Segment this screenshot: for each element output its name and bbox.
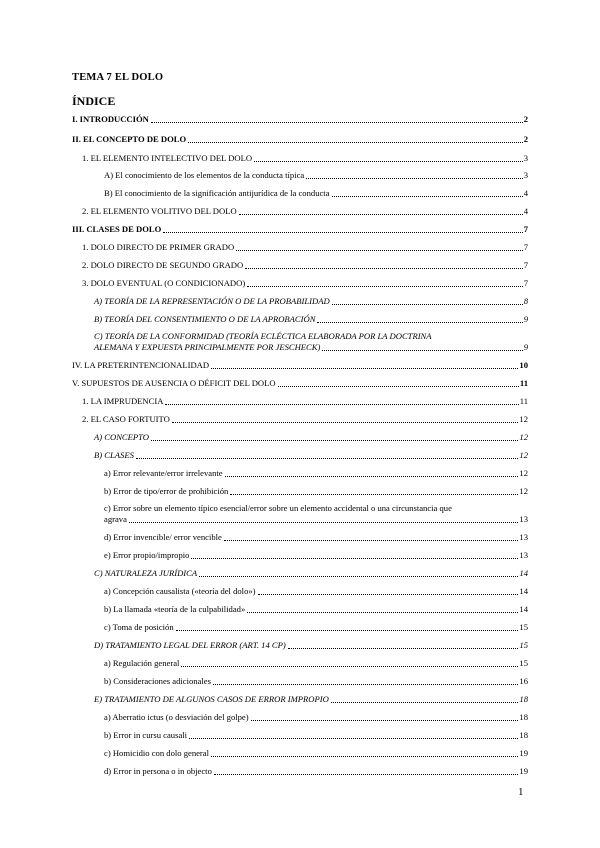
toc-label: 3. DOLO EVENTUAL (O CONDICIONADO) [82, 278, 246, 288]
toc-entry-clases[interactable] [94, 450, 528, 461]
toc-page: 15 [519, 658, 528, 668]
toc-label: d) Error invencible/ error vencible [104, 532, 222, 542]
toc-leader [254, 161, 523, 162]
toc-label: V. SUPUESTOS DE AUSENCIA O DÉFICIT DEL DOLO [72, 378, 276, 388]
toc-leader [230, 494, 518, 495]
toc-page: 13 [519, 532, 528, 542]
toc-leader [247, 612, 518, 613]
toc-label: III. CLASES DE DOLO [72, 224, 162, 234]
toc-label: c) Toma de posición [104, 622, 174, 632]
toc-label: A) TEORÍA DE LA REPRESENTACIÓN O DE LA PROBABILIDAD [94, 296, 330, 306]
toc-leader [213, 684, 518, 685]
toc-line-2 [94, 342, 528, 353]
toc-entry-error-tipo[interactable] [104, 486, 528, 497]
toc-entry-conocimiento-elementos[interactable] [104, 170, 528, 181]
toc-label: 2. DOLO DIRECTO DE SEGUNDO GRADO [82, 260, 244, 270]
toc-label: A) El conocimiento de los elementos de la conducta típica [104, 170, 305, 180]
toc-leader [224, 540, 519, 541]
toc-label: D) TRATAMIENTO LEGAL DEL ERROR (ART. 14 CP) [94, 640, 286, 650]
toc-page: 18 [519, 694, 528, 704]
toc-page: 11 [519, 396, 528, 406]
toc-leader [245, 268, 522, 269]
toc-entry-homicidio-dolo-general[interactable] [104, 748, 528, 759]
toc-label-continued: ALEMANA Y EXPUESTA PRINCIPALMENTE POR JESCHECK) [94, 342, 321, 352]
toc-page: 10 [519, 360, 528, 370]
toc-leader [176, 630, 519, 631]
toc-leader [181, 666, 518, 667]
toc-entry-teoria-consentimiento[interactable] [94, 314, 528, 325]
toc-label: C) NATURALEZA JURÍDICA [94, 568, 198, 578]
toc-leader [278, 386, 519, 387]
toc-entry-conocimiento-significacion[interactable] [104, 188, 528, 199]
toc-page: 11 [519, 378, 528, 388]
toc-entry-dolo-primer-grado[interactable] [82, 242, 528, 253]
toc-page: 12 [519, 486, 528, 496]
toc-page: 7 [523, 260, 528, 270]
toc-label: I. INTRODUCCIÓN [72, 114, 149, 124]
toc-label-continued: agrava [104, 514, 127, 524]
toc-page: 2 [523, 114, 528, 124]
toc-page: 19 [519, 748, 528, 758]
toc-page: 3 [523, 170, 528, 180]
toc-label: a) Concepción causalista («teoría del dolo») [104, 586, 256, 596]
toc-entry-caso-fortuito[interactable] [82, 414, 528, 425]
toc-entry-concepto[interactable] [94, 432, 528, 443]
toc-page: 15 [519, 640, 528, 650]
toc-page: 3 [523, 153, 528, 163]
toc-entry-dolo-segundo-grado[interactable] [82, 260, 528, 271]
toc-entry-error-cursu-causali[interactable] [104, 730, 528, 741]
toc-page: 14 [519, 568, 528, 578]
toc-page: 9 [523, 342, 528, 352]
toc-page: 16 [519, 676, 528, 686]
toc-leader [211, 756, 518, 757]
toc-entry-regulacion-general[interactable] [104, 658, 528, 669]
toc-label: 1. EL ELEMENTO INTELECTIVO DEL DOLO [82, 153, 253, 163]
toc-label: a) Regulación general [104, 658, 180, 668]
toc-entry-error-persona[interactable] [104, 766, 528, 777]
toc-page: 7 [523, 278, 528, 288]
toc-entry-consideraciones-adicionales[interactable] [104, 676, 528, 687]
toc-entry-error-relevante[interactable] [104, 468, 528, 479]
toc-leader [331, 702, 519, 703]
toc-label: 1. DOLO DIRECTO DE PRIMER GRADO [82, 242, 235, 252]
toc-page: 2 [523, 134, 528, 144]
toc-page: 4 [523, 206, 528, 216]
toc-entry-concepcion-causalista[interactable] [104, 586, 528, 597]
toc-label: II. EL CONCEPTO DE DOLO [72, 134, 187, 144]
toc-leader [165, 404, 518, 405]
toc-line-2 [104, 514, 528, 525]
toc-leader [239, 214, 523, 215]
toc-label: b) Error de tipo/error de prohibición [104, 486, 229, 496]
toc-leader [189, 738, 518, 739]
toc-entry-introduccion[interactable] [72, 114, 528, 125]
toc-label: 2. EL ELEMENTO VOLITIVO DEL DOLO [82, 206, 237, 216]
toc-label: E) TRATAMIENTO DE ALGUNOS CASOS DE ERROR IMPROPIO [94, 694, 329, 704]
toc-leader [288, 648, 519, 649]
toc-label: e) Error propio/impropio [104, 550, 190, 560]
toc-entry-teoria-conformidad[interactable] [94, 330, 528, 354]
toc-leader [251, 720, 519, 721]
toc-page: 14 [519, 586, 528, 596]
toc-page: 12 [519, 432, 528, 442]
toc-page: 19 [519, 766, 528, 776]
toc-page: 13 [519, 550, 528, 560]
toc-leader [151, 440, 518, 441]
index-heading: ÍNDICE [72, 94, 116, 108]
toc-entry-elemento-volitivo[interactable] [82, 206, 528, 217]
toc-label: d) Error in persona o in objecto [104, 766, 212, 776]
toc-page: 18 [519, 730, 528, 740]
toc-label: c) Homicidio con dolo general [104, 748, 210, 758]
toc-leader [129, 522, 519, 523]
toc-label: B) TEORÍA DEL CONSENTIMIENTO O DE LA APROBACIÓN [94, 314, 316, 324]
toc-entry-clases-dolo[interactable] [72, 224, 528, 235]
toc-leader [317, 322, 522, 323]
toc-leader [199, 576, 518, 577]
toc-label: b) La llamada «teoría de la culpabilidad» [104, 604, 246, 614]
toc-leader [332, 196, 523, 197]
toc-page: 9 [523, 314, 528, 324]
document-title: TEMA 7 EL DOLO [72, 72, 164, 83]
toc-page: 15 [519, 622, 528, 632]
toc-page: 13 [519, 514, 528, 524]
toc-page: 7 [523, 224, 528, 234]
toc-label: 2. EL CASO FORTUITO [82, 414, 170, 424]
toc-label: b) Error in cursu causali [104, 730, 188, 740]
toc-entry-error-invencible[interactable] [104, 532, 528, 543]
toc-label: 1. LA IMPRUDENCIA [82, 396, 164, 406]
toc-leader [136, 458, 519, 459]
toc-entry-tratamiento-legal[interactable] [94, 640, 528, 651]
toc-page: 7 [523, 242, 528, 252]
toc-leader [322, 350, 522, 351]
toc-entry-preterintencionalidad[interactable] [72, 360, 528, 371]
page-number: 1 [518, 786, 524, 798]
toc-label: a) Error relevante/error irrelevante [104, 468, 223, 478]
toc-label: IV. LA PRETERINTENCIONALIDAD [72, 360, 210, 370]
toc-entry-imprudencia[interactable] [82, 396, 528, 407]
toc-leader [225, 476, 519, 477]
toc-leader [247, 286, 523, 287]
toc-entry-teoria-culpabilidad[interactable] [104, 604, 528, 615]
toc-page: 12 [519, 468, 528, 478]
toc-leader [151, 122, 523, 123]
toc-entry-teoria-representacion[interactable] [94, 296, 528, 307]
toc-entry-naturaleza-juridica[interactable] [94, 568, 528, 579]
toc-label: B) El conocimiento de la significación antijurídica de la conducta [104, 188, 330, 198]
toc-leader [236, 250, 523, 251]
toc-entry-toma-posicion[interactable] [104, 622, 528, 633]
toc-page: 12 [519, 450, 528, 460]
toc-page: 8 [523, 296, 528, 306]
toc-label: B) CLASES [94, 450, 134, 460]
toc-leader [163, 232, 522, 233]
toc-label: c) Error sobre un elemento típico esencial/error sobre un elemento accidental o una circunstancia que [104, 503, 452, 513]
toc-entry-concepto-dolo[interactable] [72, 134, 528, 145]
toc-leader [258, 594, 519, 595]
toc-label: a) Aberratio ictus (o desviación del golpe) [104, 712, 249, 722]
toc-entry-error-impropio[interactable] [94, 694, 528, 705]
toc-label: b) Consideraciones adicionales [104, 676, 211, 686]
toc-entry-ausencia-dolo[interactable] [72, 378, 528, 389]
toc-leader [332, 304, 523, 305]
toc-leader [306, 178, 522, 179]
toc-page: 4 [523, 188, 528, 198]
toc-leader [188, 142, 522, 143]
toc-entry-error-propio[interactable] [104, 550, 528, 561]
toc-leader [172, 422, 519, 423]
toc-page: 18 [519, 712, 528, 722]
toc-leader [214, 774, 519, 775]
toc-label: A) CONCEPTO [94, 432, 149, 442]
toc-entry-aberratio-ictus[interactable] [104, 712, 528, 723]
toc-label: C) TEORÍA DE LA CONFORMIDAD (TEORÍA ECLÉCTICA ELABORADA POR LA DOCTRINA [94, 331, 432, 341]
toc-entry-dolo-eventual[interactable] [82, 278, 528, 289]
toc-leader [211, 368, 518, 369]
toc-entry-elemento-intelectivo[interactable] [82, 153, 528, 164]
toc-leader [191, 558, 518, 559]
toc-page: 14 [519, 604, 528, 614]
toc-page: 12 [519, 414, 528, 424]
toc-entry-error-elemento-tipico[interactable] [104, 502, 528, 526]
